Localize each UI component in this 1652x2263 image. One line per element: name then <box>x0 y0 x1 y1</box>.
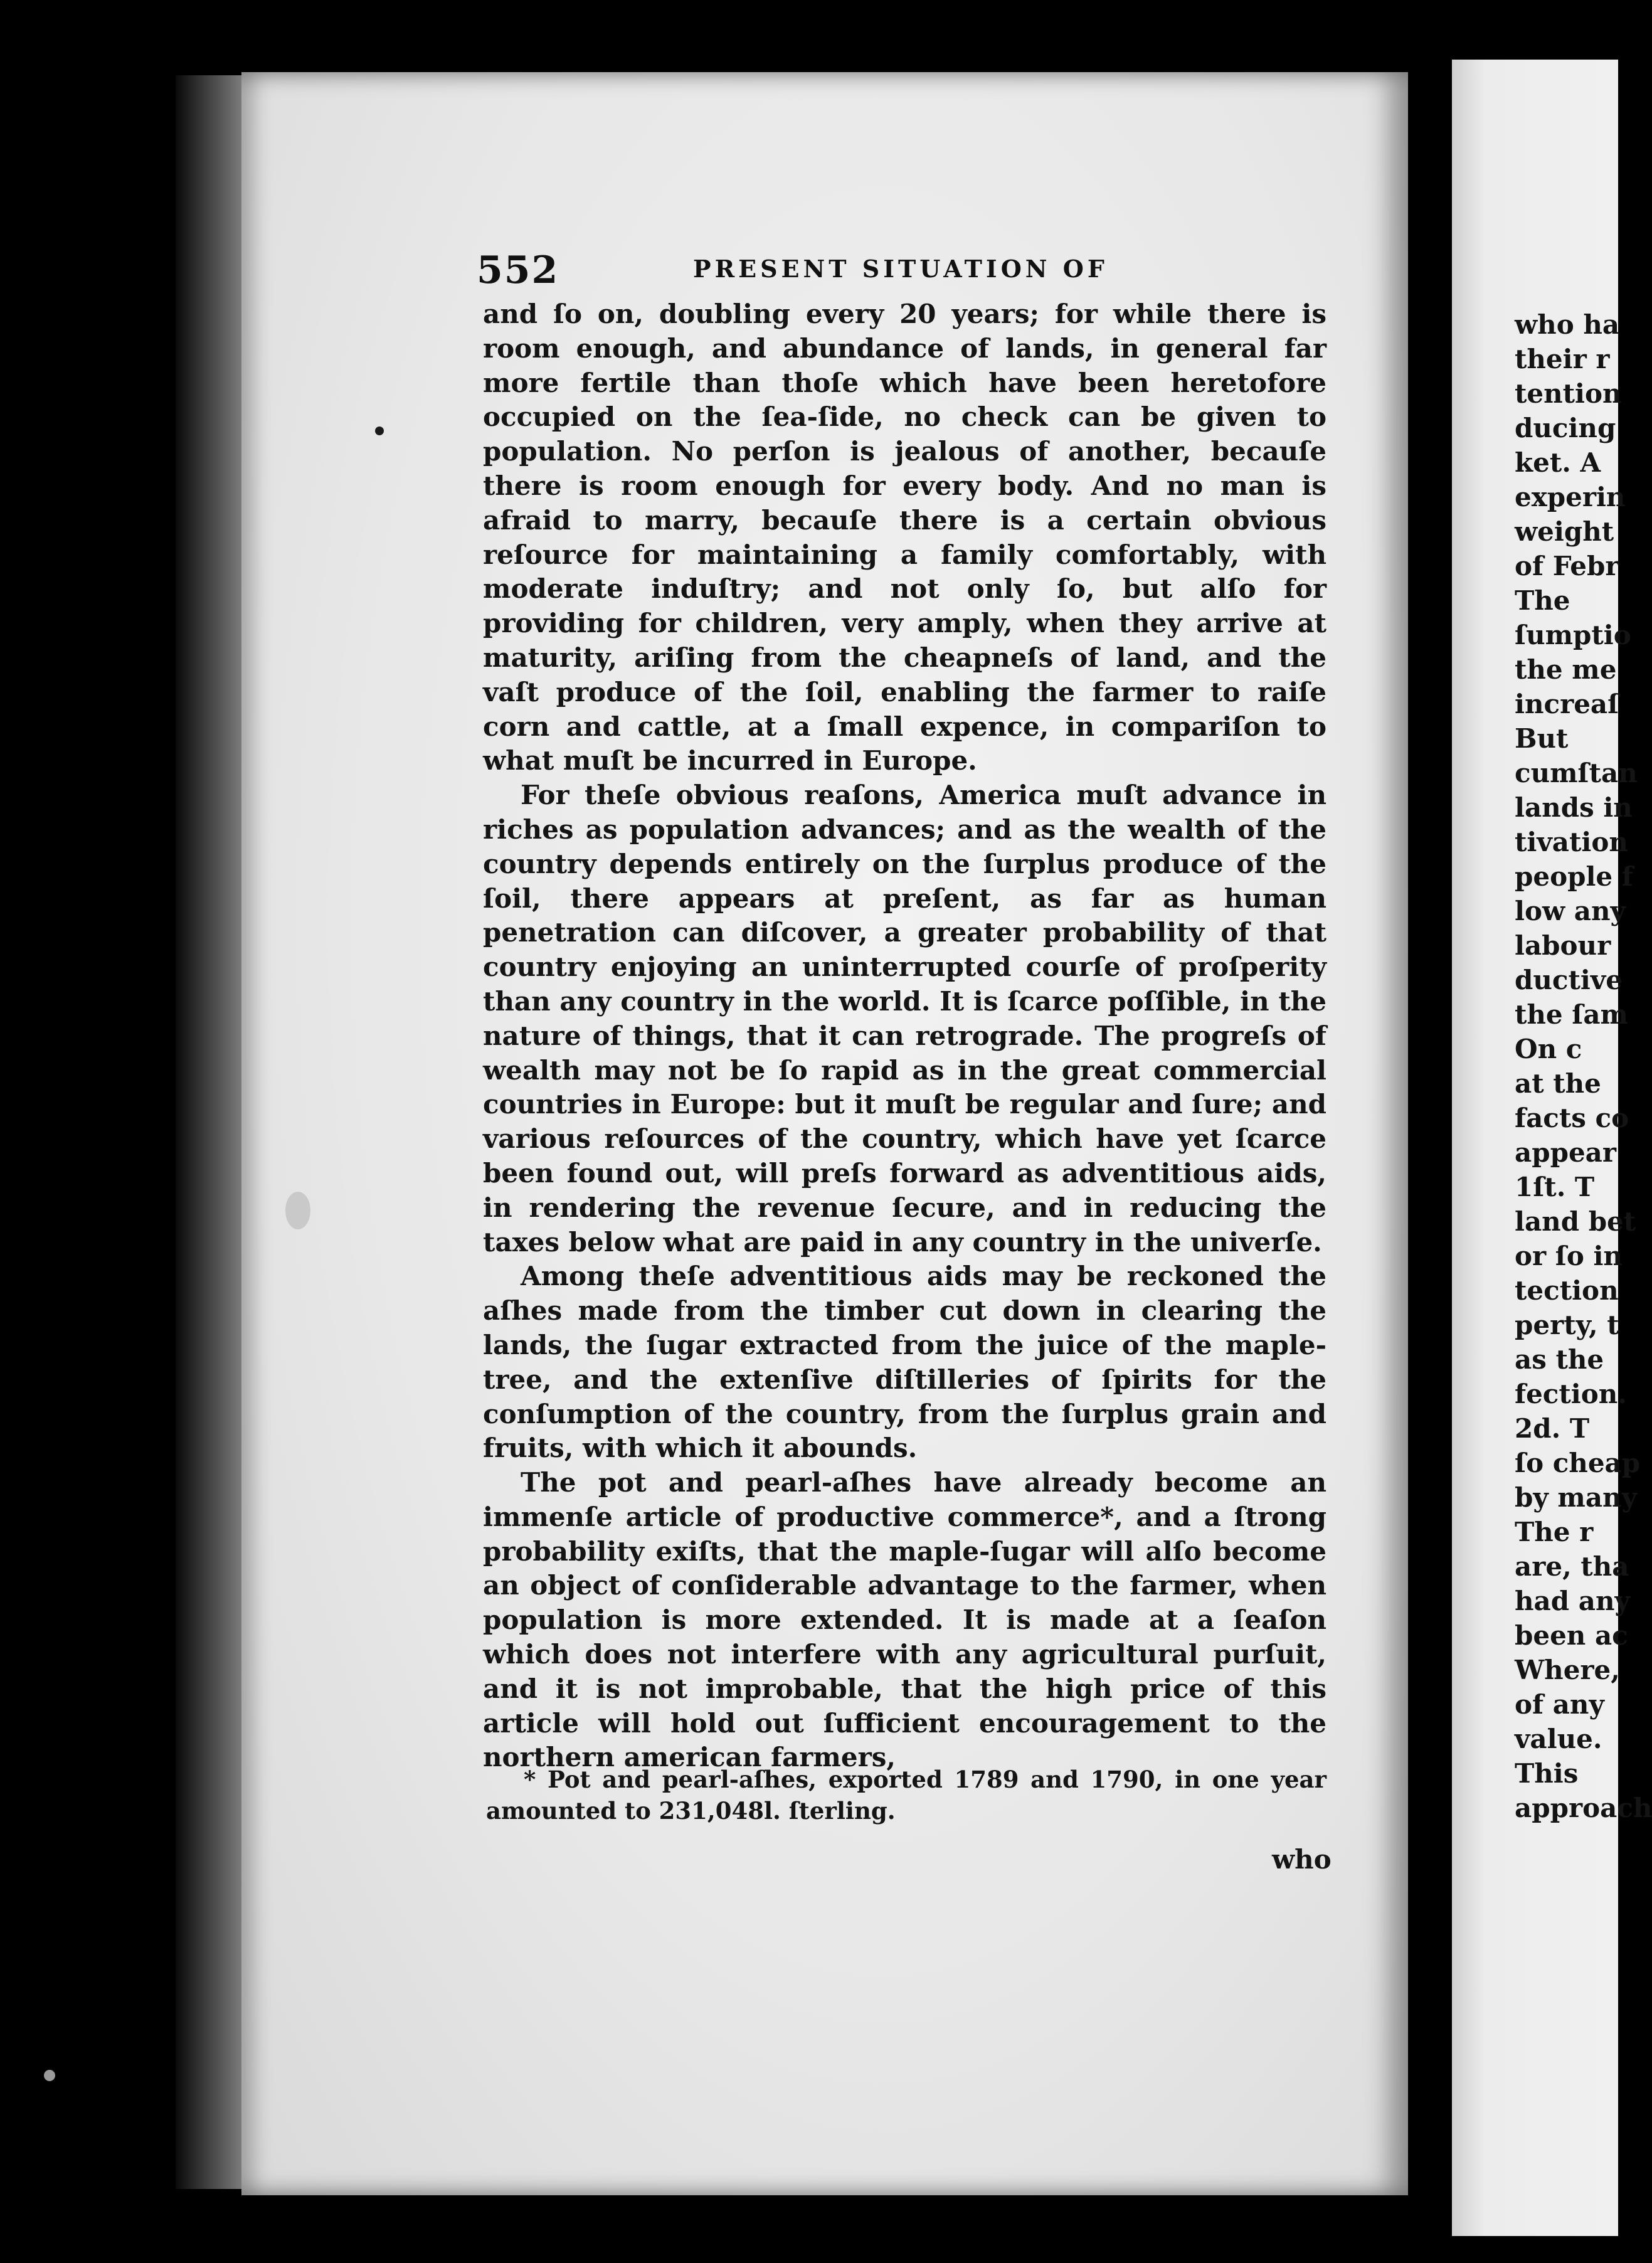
catchword: who <box>1272 1844 1332 1875</box>
right-page-line: ket. A <box>1515 447 1601 478</box>
paragraph: For theſe obvious reaſons, America muſt advance in riches as population advances; and as the wealth of the country depends entirely on the ſurplus produce of the ſoil, there appears at preſent, as far as human penetration can diſcover, a greater probability of that country enjoying an uninterrupted courſe of proſperity than any country in the world. It is ſcarce poſſible, in the nature of things, that it can retrograde. The progreſs of wealth may not be ſo rapid as in the great commercial countries in Europe: but it muſt be regular and ſure; and various reſources of the country, which have yet ſcarce been found out, will preſs forward as adventitious aids, in rendering the revenue ſecure, and in reducing the taxes below what are paid in any country in the univerſe. <box>483 780 1326 1258</box>
right-page-line: The <box>1515 585 1570 616</box>
right-page-line: who ha <box>1515 309 1620 340</box>
right-page-line: lands in <box>1515 792 1633 823</box>
running-title: PRESENT SITUATION OF <box>693 255 1108 283</box>
body-text <box>483 297 1326 1775</box>
footnote: * Pot and pearl-aſhes, exported 1789 and 1790, in one year amounted to 231,048l. ſterling. <box>486 1766 1326 1825</box>
right-page-line: But <box>1515 723 1569 754</box>
page-gutter <box>1408 50 1452 2245</box>
right-page-line: increaſ <box>1515 689 1619 719</box>
right-page-line: had any <box>1515 1586 1630 1616</box>
right-page-line: The r <box>1515 1517 1594 1547</box>
right-page-line: people f <box>1515 861 1633 892</box>
right-page-line: of Febr <box>1515 551 1619 581</box>
right-page-line: tection <box>1515 1275 1619 1306</box>
right-page-line: as the <box>1515 1344 1604 1375</box>
right-page-line: cumſtan <box>1515 758 1638 788</box>
paper-speck <box>285 1192 310 1229</box>
right-page-line: approach <box>1515 1793 1652 1823</box>
right-page-line: 1ſt. T <box>1515 1172 1595 1202</box>
right-page-line: This <box>1515 1758 1579 1789</box>
right-page-line: 2d. T <box>1515 1413 1590 1444</box>
right-page-line: labour <box>1515 930 1611 961</box>
right-page-line: appear <box>1515 1137 1617 1168</box>
paragraph: and ſo on, doubling every 20 years; for while there is room enough, and abundance of lands, in general far more fertile than thoſe which have been heretofore occupied on the ſea-ſide, no check can be given to population. No perſon is jealous of another, becauſe there is room enough for every body. And no man is afraid to marry, becauſe there is a certain obvious reſource for maintaining a family comfortably, with moderate induſtry; and not only ſo, but alſo for providing for children, very amply, when they arrive at maturity, ariſing from the cheapneſs of land, and the vaſt produce of the ſoil, enabling the farmer to raiſe corn and cattle, at a ſmall expence, in compariſon to what muſt be incurred in Europe. <box>483 299 1326 776</box>
right-page-line: the ſam <box>1515 999 1629 1030</box>
right-page-line: been ac <box>1515 1620 1628 1651</box>
paper-speck <box>44 2070 55 2081</box>
right-page-line: experin <box>1515 482 1626 512</box>
right-page-line: land bet <box>1515 1206 1636 1237</box>
right-page-line: the me <box>1515 654 1617 685</box>
paper-speck <box>375 427 384 435</box>
right-page-line: Where, <box>1515 1655 1620 1685</box>
running-head <box>477 248 1355 292</box>
right-page-line: value. <box>1515 1724 1602 1754</box>
right-page-line: fection. <box>1515 1379 1627 1409</box>
right-page-line: On c <box>1515 1034 1582 1064</box>
right-page-line: ducing <box>1515 413 1616 443</box>
right-page-line: facts co <box>1515 1103 1629 1133</box>
right-page-line: of any <box>1515 1689 1604 1720</box>
paragraph: The pot and pearl-aſhes have already become an immenſe article of productive commerce*, and a ſtrong probability exiſts, that the maple-ſugar will alſo become an object of conſiderable advantage to the farmer, when population is more extended. It is made at a ſeaſon which does not interfere with any agricultural purſuit, and it is not improbable, that the high price of this article will hold out ſufficient encouragement to the northern american farmers, <box>483 1467 1326 1773</box>
right-page-line: ſumptio <box>1515 620 1631 650</box>
paragraph: Among theſe adventitious aids may be reckoned the aſhes made from the timber cut down in clearing the lands, the ſugar extracted from the juice of the maple-tree, and the extenſive diſtilleries of ſpirits for the conſumption of the country, from the ſurplus grain and fruits, with which it abounds. <box>483 1261 1326 1464</box>
right-page-line: ſo cheap <box>1515 1448 1641 1478</box>
right-page-text <box>1515 307 1652 1825</box>
right-page-line: at the <box>1515 1068 1601 1099</box>
right-page-line: tivation <box>1515 827 1628 857</box>
right-page-line: low any <box>1515 896 1626 926</box>
right-page-line: or ſo in <box>1515 1241 1623 1271</box>
right-page-line: tention <box>1515 378 1622 409</box>
right-page-line: their r <box>1515 344 1610 374</box>
right-page-line: weight <box>1515 516 1614 547</box>
right-page-line: perty, t <box>1515 1310 1619 1340</box>
book-edge-shadow <box>176 75 251 2189</box>
right-page-line: by many <box>1515 1482 1637 1513</box>
right-page-line: ductive <box>1515 965 1623 995</box>
right-page-line: are, tha <box>1515 1551 1629 1582</box>
page-number: 552 <box>477 248 559 292</box>
